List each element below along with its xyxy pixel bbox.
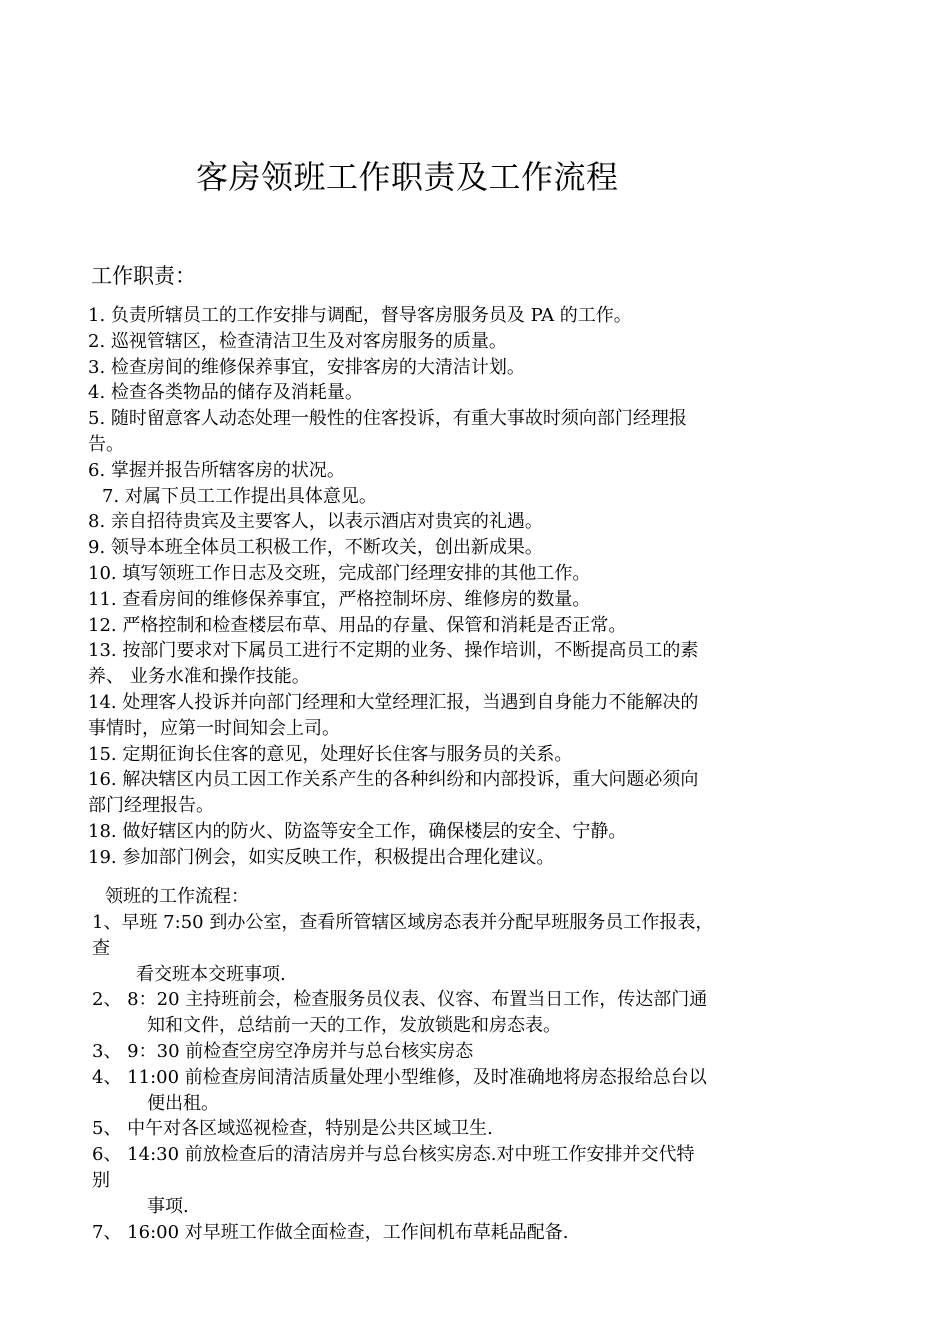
duty-item [88, 587, 868, 613]
duty-item [88, 535, 868, 561]
duty-line: 18. 做好辖区内的防火、防盗等安全工作，确保楼层的安全、宁静。 [88, 820, 627, 842]
duty-line: 7. 对属下员工工作提出具体意见。 [102, 485, 377, 507]
duty-line: 4. 检查各类物品的储存及消耗量。 [88, 382, 363, 404]
duty-item [88, 613, 868, 639]
duty-line-cont: 养、 业务水准和操作技能。 [88, 666, 310, 688]
duty-item [88, 819, 868, 845]
duty-line-cont: 事情时，应第一时间知会上司。 [88, 717, 340, 739]
flow-line-cont: 别 [92, 1169, 110, 1191]
flow-line-cont: 便出租。 [147, 1092, 219, 1114]
duty-item [88, 690, 868, 742]
duty-line: 9. 领导本班全体员工积极工作，不断攻关，创出新成果。 [88, 537, 543, 559]
duty-line: 10. 填写领班工作日志及交班，完成部门经理安排的其他工作。 [88, 562, 591, 584]
flow-line: 6、 14:30 前放检查后的清洁房并与总台核实房态.对中班工作安排并交代特 [92, 1144, 695, 1166]
duty-item [88, 767, 868, 819]
duty-item [88, 380, 868, 406]
flow-line-cont: 看交班本交班事项. [136, 963, 286, 985]
flow-line: 3、 9：30 前检查空房空净房并与总台核实房态 [92, 1040, 474, 1062]
duty-line-cont: 告。 [88, 433, 124, 455]
duty-line: 3. 检查房间的维修保养事宜，安排客房的大清洁计划。 [88, 356, 525, 378]
flow-line-cont: 查 [92, 937, 110, 959]
duty-line-cont: 部门经理报告。 [88, 795, 214, 817]
duty-item [88, 406, 868, 458]
flow-list [92, 910, 872, 1245]
duty-item [88, 329, 868, 355]
duty-line: 16. 解决辖区内员工因工作关系产生的各种纠纷和内部投诉，重大问题必须向 [88, 769, 699, 791]
duty-item [88, 742, 868, 768]
document-title: 客房领班工作职责及工作流程 [196, 158, 619, 196]
duty-item [88, 561, 868, 587]
flow-item [92, 1220, 872, 1246]
flow-line: 7、 16:00 对早班工作做全面检查，工作间机布草耗品配备. [92, 1221, 569, 1243]
duty-line: 2. 巡视管辖区，检查清洁卫生及对客房服务的质量。 [88, 330, 507, 352]
flow-item [92, 1142, 872, 1219]
flow-item [92, 910, 872, 987]
duty-line: 15. 定期征询长住客的意见，处理好长住客与服务员的关系。 [88, 743, 573, 765]
duties-list [88, 303, 868, 871]
duty-item [88, 509, 868, 535]
duty-item [88, 845, 868, 871]
duty-line: 14. 处理客人投诉并向部门经理和大堂经理汇报，当遇到自身能力不能解决的 [88, 691, 699, 713]
duty-line: 1. 负责所辖员工的工作安排与调配，督导客房服务员及 PA 的工作。 [88, 305, 632, 326]
flow-line: 4、 11:00 前检查房间清洁质量处理小型维修，及时准确地将房态报给总台以 [92, 1066, 707, 1088]
flow-heading: 领班的工作流程： [105, 886, 249, 907]
flow-line: 2、 8：20 主持班前会，检查服务员仪表、仪容、布置当日工作，传达部门通 [92, 989, 708, 1011]
duty-line: 19. 参加部门例会，如实反映工作，积极提出合理化建议。 [88, 846, 555, 868]
flow-line-cont: 知和文件，总结前一天的工作，发放锁匙和房态表。 [147, 1015, 561, 1037]
duty-item [88, 355, 868, 381]
flow-item [92, 1065, 872, 1117]
flow-line: 1、早班 7:50 到办公室，查看所管辖区域房态表并分配早班服务员工作报表， [92, 912, 714, 933]
duty-line: 13. 按部门要求对下属员工进行不定期的业务、操作培训，不断提高员工的素 [88, 640, 699, 662]
flow-line-cont: 事项. [147, 1195, 189, 1217]
duty-line: 6. 掌握并报告所辖客房的状况。 [88, 459, 345, 481]
duty-item [88, 458, 868, 484]
duty-line: 12. 严格控制和检查楼层布草、用品的存量、保管和消耗是否正常。 [88, 614, 627, 636]
duties-heading: 工作职责： [91, 264, 196, 288]
duty-line: 5. 随时留意客人动态处理一般性的住客投诉，有重大事故时须向部门经理报 [88, 408, 687, 430]
flow-item [92, 1116, 872, 1142]
duty-item [88, 484, 868, 510]
duty-item [88, 638, 868, 690]
duty-item [88, 303, 868, 329]
flow-item [92, 1039, 872, 1065]
duty-line: 11. 查看房间的维修保养事宜，严格控制坏房、维修房的数量。 [88, 588, 591, 610]
duty-line: 8. 亲自招待贵宾及主要客人，以表示酒店对贵宾的礼遇。 [88, 511, 543, 533]
flow-item [92, 987, 872, 1039]
flow-line: 5、 中午对各区域巡视检查，特别是公共区域卫生. [92, 1118, 493, 1140]
